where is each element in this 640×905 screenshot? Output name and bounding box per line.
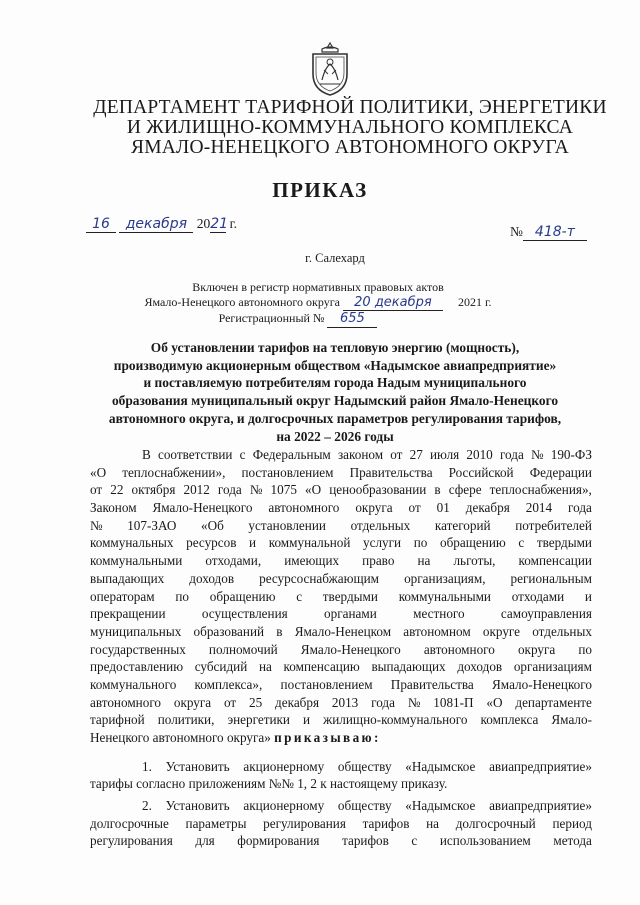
body-line: выпадающих доходов ресурсоснабжающим организациям, региональным [90, 570, 592, 586]
registry-number: 655 [327, 312, 377, 328]
body-line: «О теплоснабжении», постановлением Правительства Российской Федерации [90, 464, 592, 480]
date-day: 16 [86, 216, 116, 233]
registry-line [0, 311, 636, 328]
registry-number-label: Регистрационный № [218, 311, 325, 326]
date-month: декабря [119, 216, 193, 233]
title-line: производимую акционерным обществом «Надымское авиапредприятие» [113, 357, 557, 373]
body-line: коммунального комплекса», постановлением Правительства Ямало-Ненецкого [90, 676, 592, 692]
body-line: муниципальных образований в Ямало-Ненецком автономном округе отдельных [90, 623, 592, 639]
registry-date: 20 декабря [343, 296, 443, 312]
item-1 [90, 758, 592, 793]
preamble-last-text: Ненецкого автономного округа» [90, 730, 271, 745]
title-line: Об установлении тарифов на тепловую энергию (мощность), [150, 340, 520, 355]
order-date [86, 216, 237, 233]
body-line: 2. Установить акционерному обществу «Надымское авиапредприятие» [142, 798, 592, 814]
body-line: операторам по обращению с твердыми коммунальными отходами и [90, 588, 592, 604]
document-title [70, 339, 600, 445]
registry-stamp [0, 280, 636, 328]
body-line: регулирования для формирования тарифов с использованием метода [90, 833, 592, 849]
order-number [510, 224, 587, 241]
body-line: тарифы согласно приложениям №№ 1, 2 к настоящему приказу. [90, 776, 448, 792]
title-line: образования муниципальный округ Надымский район Ямало-Ненецкого [111, 393, 559, 409]
registry-year: 2021 г. [457, 294, 492, 309]
coat-of-arms-icon [308, 40, 352, 98]
preamble-last-line [90, 729, 592, 747]
body-line: Законом Ямало-Ненецкого автономного округа от 01 декабря 2014 года [90, 500, 592, 516]
header-line: ДЕПАРТАМЕНТ ТАРИФНОЙ ПОЛИТИКИ, ЭНЕРГЕТИКИ [93, 97, 607, 118]
city: г. Салехард [305, 251, 365, 265]
document-type: ПРИКАЗ [272, 178, 368, 202]
body-line: от 22 октября 2012 года № 1075 «О ценообразовании в сфере теплоснабжения», [90, 482, 592, 498]
number-value: 418-т [523, 224, 587, 241]
order-word: приказываю: [274, 730, 381, 745]
registry-okrug: Ямало-Ненецкого автономного округа [144, 294, 340, 309]
header-line: И ЖИЛИЩНО-КОММУНАЛЬНОГО КОМПЛЕКСА [126, 117, 574, 138]
body-line: тарифной политики, энергетики и жилищно-коммунального комплекса Ямало- [90, 712, 592, 728]
number-label: № [510, 224, 523, 239]
date-year-prefix: 20 [196, 216, 211, 231]
title-line: на 2022 – 2026 годы [276, 428, 394, 444]
title-line: автономного округа, и долгосрочных параметров регулирования тарифов, [108, 410, 562, 426]
item-2 [90, 797, 592, 850]
header-line: ЯМАЛО-НЕНЕЦКОГО АВТОНОМНОГО ОКРУГА [131, 137, 569, 158]
body-line: долгосрочные параметры регулирования тарифов на долгосрочный период [90, 815, 592, 831]
date-year-suffix: 21 [210, 216, 229, 232]
department-header [60, 98, 640, 158]
body-line: автономного округа от 25 декабря 2013 года № 1081-П «О департаменте [90, 694, 592, 710]
body-line: коммунальных ресурсов и коммунальной услуги по обращению с твердыми [90, 535, 592, 551]
preamble-paragraph [90, 446, 592, 729]
date-suffix: г. [229, 216, 238, 231]
registry-line: Включен в регистр нормативных правовых актов [192, 280, 444, 294]
body-line: коммунальными отходами, имеющих право на льготы, компенсации [90, 553, 592, 569]
body-line: прекращении осуществления органами местного самоуправления [90, 606, 592, 622]
body-line: 1. Установить акционерному обществу «Надымское авиапредприятие» [142, 758, 592, 774]
title-line: и поставляемую потребителям города Надым муниципального [143, 375, 527, 391]
document-body [90, 446, 592, 850]
body-line: № 107-ЗАО «Об установлении отдельных категорий потребителей [90, 517, 592, 533]
registry-line [0, 295, 636, 312]
body-line: государственных полномочий Ямало-Ненецкого автономного округа по [90, 641, 592, 657]
body-line: предоставлению субсидий на компенсацию выпадающих доходов организациям [90, 659, 592, 675]
body-line: В соответствии с Федеральным законом от 27 июля 2010 года № 190-ФЗ [142, 447, 592, 462]
